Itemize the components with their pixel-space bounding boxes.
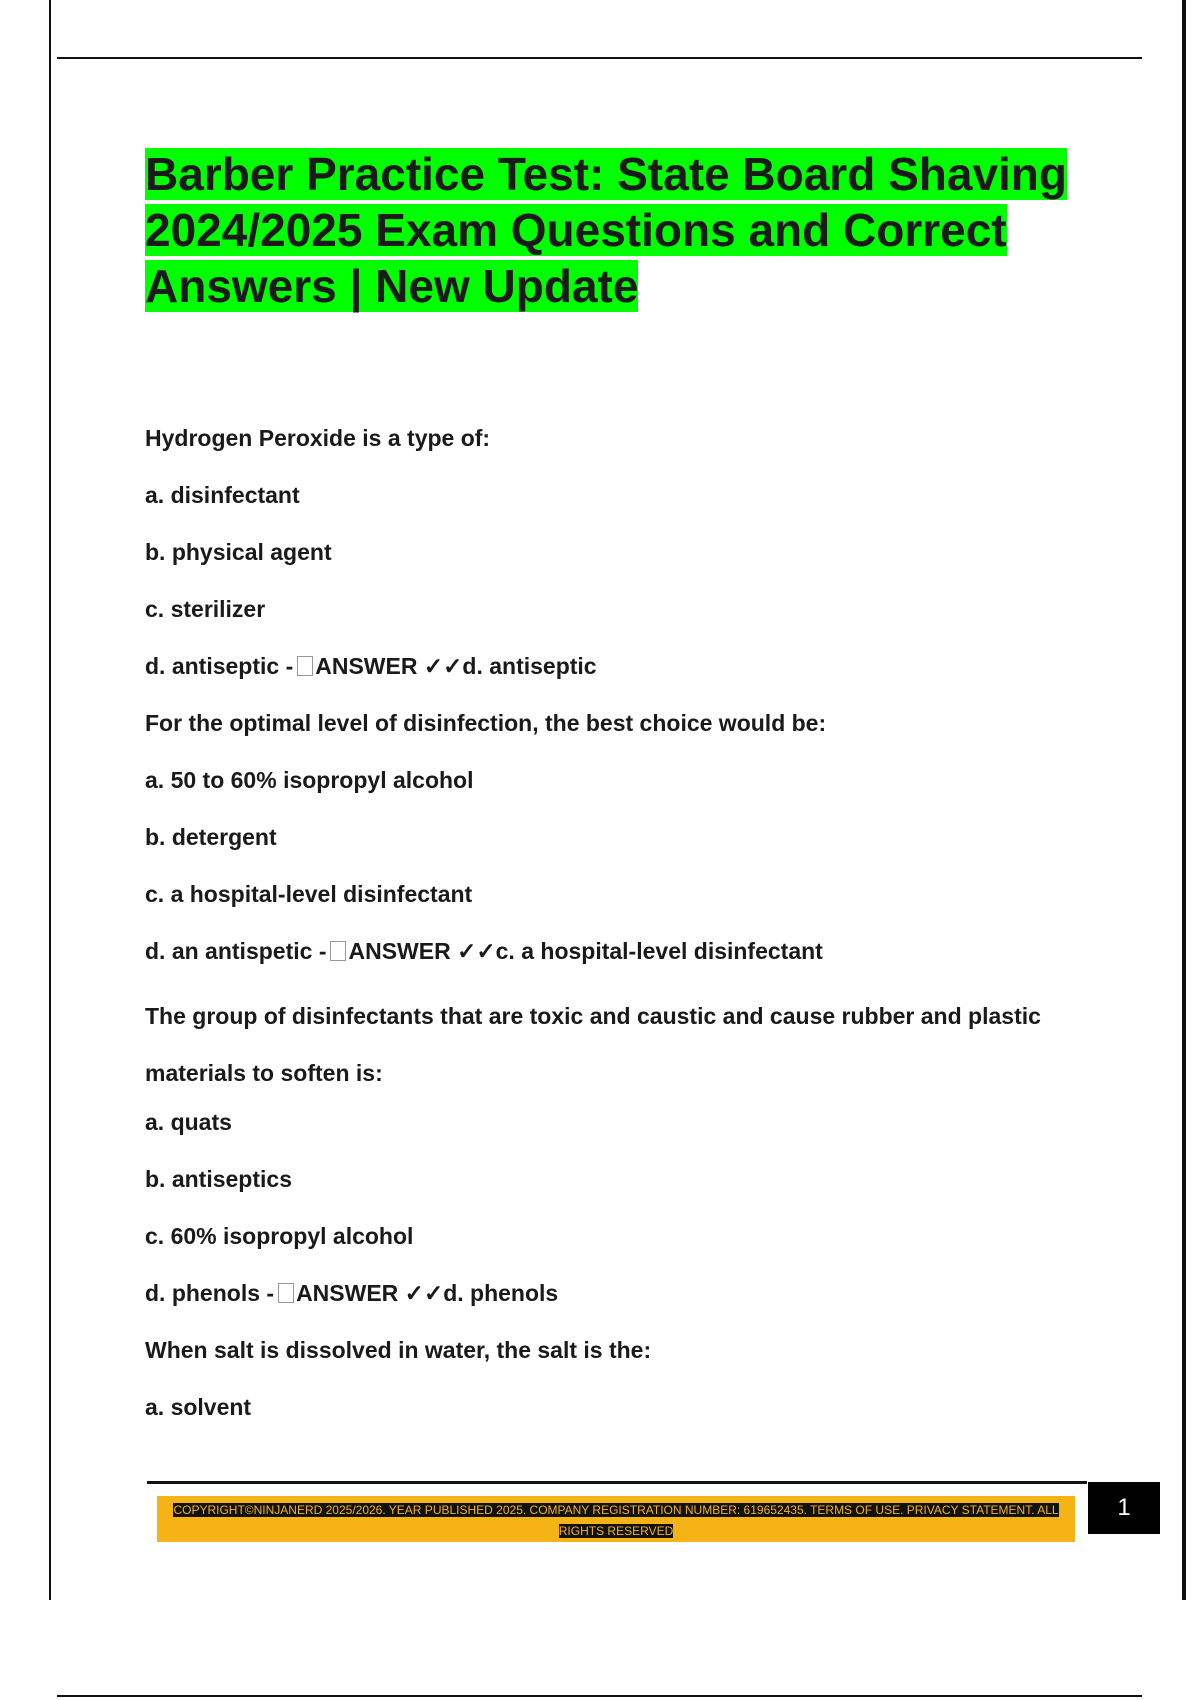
- page-number: 1: [1088, 1482, 1160, 1534]
- missing-glyph-icon: [330, 941, 346, 961]
- page-right-border: [1182, 0, 1186, 1600]
- answer-text: ANSWER ✓✓d. phenols: [296, 1280, 559, 1306]
- missing-glyph-icon: [278, 1283, 294, 1303]
- question-text: The group of disinfectants that are toxic and caustic and cause rubber and plastic materials to soften is:: [145, 1003, 1041, 1086]
- option-with-answer: [145, 1273, 1105, 1330]
- option: d. antiseptic -: [145, 653, 294, 679]
- question-text: When salt is dissolved in water, the salt is the:: [145, 1337, 652, 1363]
- top-rule: [57, 57, 1142, 59]
- option: a. solvent: [145, 1394, 252, 1420]
- option: c. 60% isopropyl alcohol: [145, 1223, 414, 1249]
- page-left-border: [49, 0, 51, 1600]
- option: d. an antispetic -: [145, 938, 327, 964]
- option-with-answer: [145, 931, 1105, 988]
- option-with-answer: [145, 646, 1105, 703]
- document-title: Barber Practice Test: State Board Shaving 2024/2025 Exam Questions and Correct Answers | New Update: [145, 148, 1067, 312]
- option: d. phenols -: [145, 1280, 275, 1306]
- footer-copyright: COPYRIGHT©NINJANERD 2025/2026. YEAR PUBLISHED 2025. COMPANY REGISTRATION NUMBER: 619652435. TERMS OF USE. PRIVACY STATEMENT. ALL RIGHTS RESERVED: [173, 1503, 1059, 1538]
- question-text: Hydrogen Peroxide is a type of:: [145, 425, 491, 451]
- option: b. detergent: [145, 824, 277, 850]
- footer-rule: [147, 1481, 1087, 1484]
- missing-glyph-icon: [297, 656, 313, 676]
- option: b. physical agent: [145, 539, 332, 565]
- option: c. sterilizer: [145, 596, 266, 622]
- bottom-rule: [57, 1695, 1142, 1697]
- option: a. quats: [145, 1109, 232, 1135]
- option: b. antiseptics: [145, 1166, 292, 1192]
- option: c. a hospital-level disinfectant: [145, 881, 473, 907]
- option: a. disinfectant: [145, 482, 300, 508]
- question-text: For the optimal level of disinfection, the best choice would be:: [145, 710, 827, 736]
- answer-text: ANSWER ✓✓d. antiseptic: [315, 653, 597, 679]
- question-list: [145, 418, 1105, 1444]
- answer-text: ANSWER ✓✓c. a hospital-level disinfectant: [348, 938, 823, 964]
- option: a. 50 to 60% isopropyl alcohol: [145, 767, 474, 793]
